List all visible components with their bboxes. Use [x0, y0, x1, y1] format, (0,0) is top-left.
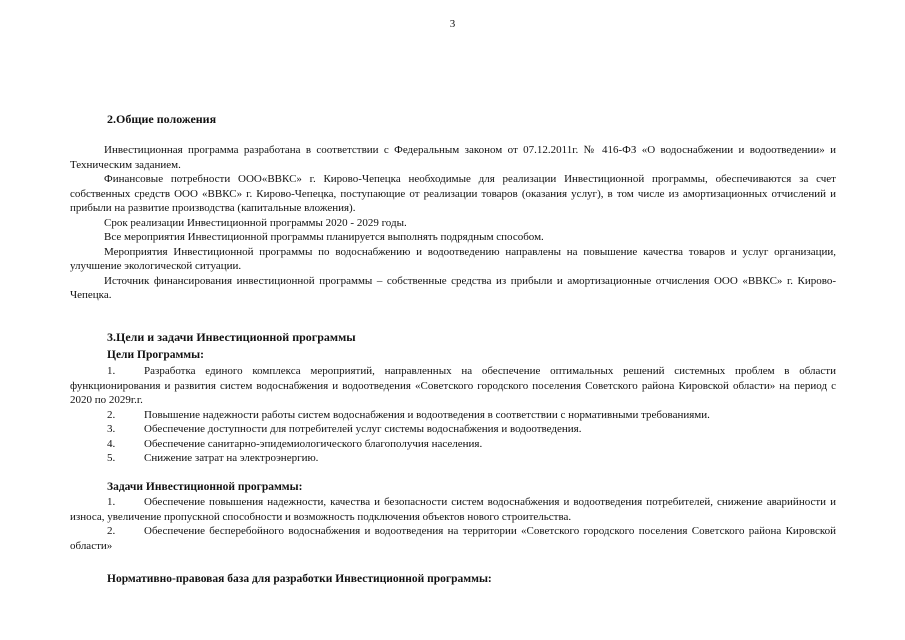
list-item [70, 495, 836, 524]
list-number: 1. [107, 496, 116, 508]
paragraph: Источник финансирования инвестиционной программы – собственные средства из прибыли и амортизационные отчисления ООО «ВВКС» г. Кирово-Чепецка. [70, 274, 836, 301]
list-number: 1. [107, 365, 116, 377]
list-text: Повышение надежности работы систем водоснабжения и водоотведения в соответствии с нормативными требованиями. [144, 408, 710, 421]
list-item [70, 524, 836, 553]
tasks-list [70, 495, 836, 553]
list-number: 5. [107, 452, 116, 464]
page-number: 3 [449, 18, 456, 30]
list-number: 4. [107, 437, 116, 450]
tasks-title: Задачи Инвестиционной программы: [107, 481, 303, 493]
list-text: Разработка единого комплекса мероприятий, направленных на обеспечение оптимальных решений системных проблем в области функционирования и развития систем водоснабжения и водоотведения «Советского городского поселения Советского района Кировской области» на период с 2020 по 2029г.г. [70, 365, 836, 406]
list-number: 3. [107, 423, 116, 435]
list-item [70, 408, 836, 423]
paragraph: Финансовые потребности ООО«ВВКС» г. Кирово-Чепецка необходимые для реализации Инвестиционной программы, обеспечиваются за счет собственных средств ООО «ВВКС» г. Кирово-Чепецка, поступающие от реализации товаров (оказания услуг), в том числе из амортизационных отчислений и прибыли на развитие производства (капитальные вложения). [70, 173, 836, 214]
section-2-body [70, 143, 836, 303]
list-text: Обеспечение санитарно-эпидемиологического благополучия населения. [144, 437, 483, 450]
list-number: 2. [107, 408, 116, 421]
list-item [70, 364, 836, 408]
paragraph: Все мероприятия Инвестиционной программы планируется выполнять подрядным способом. [104, 231, 544, 243]
list-number: 2. [107, 525, 116, 537]
legal-basis-title: Нормативно-правовая база для разработки Инвестиционной программы: [107, 573, 492, 585]
list-text: Обеспечение бесперебойного водоснабжения и водоотведения на территории «Советского городского поселения Советского района Кировской области» [70, 525, 836, 552]
list-item [70, 422, 836, 437]
section-3-heading: 3.Цели и задачи Инвестиционной программы [107, 330, 356, 344]
list-text: Обеспечение доступности для потребителей услуг системы водоснабжения и водоотведения. [144, 423, 582, 435]
paragraph: Мероприятия Инвестиционной программы по водоснабжению и водоотведению направлены на повышение качества товаров и услуг организации, улучшение экологической ситуации. [70, 245, 836, 272]
list-text: Обеспечение повышения надежности, качества и безопасности систем водоснабжения и водоотведения потребителей, снижение аварийности и износа, увеличение пропускной способности и возможность подключения объектов нового строительства. [70, 496, 836, 523]
goals-list [70, 364, 836, 466]
goals-title: Цели Программы: [107, 349, 204, 361]
list-text: Снижение затрат на электроэнергию. [144, 452, 319, 464]
section-2-heading: 2.Общие положения [107, 112, 217, 126]
list-item [70, 437, 836, 452]
list-item [70, 451, 836, 466]
paragraph: Инвестиционная программа разработана в соответствии с Федеральным законом от 07.12.2011г. № 416-ФЗ «О водоснабжении и водоотведении» и Техническим заданием. [70, 144, 836, 171]
paragraph: Срок реализации Инвестиционной программы 2020 - 2029 годы. [104, 216, 407, 229]
